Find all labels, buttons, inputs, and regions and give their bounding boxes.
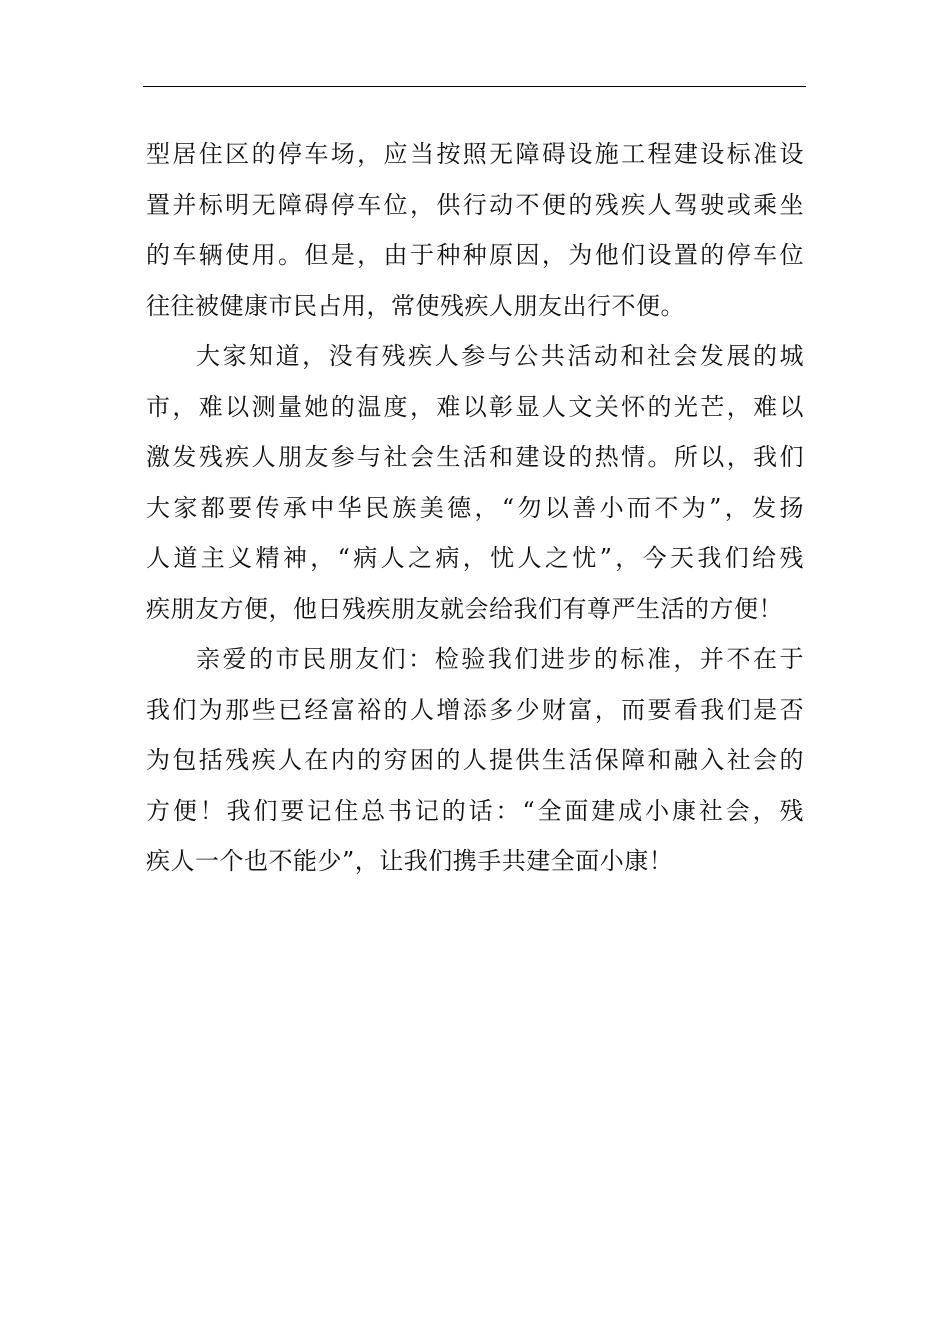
header-rule xyxy=(143,86,806,87)
text-line: 的车辆使用。但是，由于种种原因，为他们设置的停车位 xyxy=(146,241,804,269)
paragraph-2 xyxy=(146,331,804,634)
text-line: 激发残疾人朋友参与社会生活和建设的热情。所以，我们 xyxy=(146,443,804,471)
paragraph-3 xyxy=(146,634,804,887)
text-line: 方便！我们要记住总书记的话：“全面建成小康社会，残 xyxy=(146,796,804,825)
text-line: 为包括残疾人在内的穷困的人提供生活保障和融入社会的 xyxy=(146,746,804,774)
text-line: 疾人一个也不能少”，让我们携手共建全面小康！ xyxy=(146,847,674,875)
text-line: 大家知道，没有残疾人参与公共活动和社会发展的城 xyxy=(196,342,804,370)
text-line: 往往被健康市民占用，常使残疾人朋友出行不便。 xyxy=(146,291,685,320)
text-line: 置并标明无障碍停车位，供行动不便的残疾人驾驶或乘坐 xyxy=(146,190,804,219)
document-body xyxy=(146,129,804,887)
text-line: 型居住区的停车场，应当按照无障碍设施工程建设标准设 xyxy=(146,140,804,168)
text-line: 亲爱的市民朋友们：检验我们进步的标准，并不在于 xyxy=(196,645,804,673)
text-line: 疾朋友方便，他日残疾朋友就会给我们有尊严生活的方便！ xyxy=(146,594,783,623)
text-line: 大家都要传承中华民族美德，“勿以善小而不为”，发扬 xyxy=(146,493,804,522)
text-line: 人道主义精神，“病人之病，忧人之忧”，今天我们给残 xyxy=(146,544,804,572)
paragraph-1 xyxy=(146,129,804,331)
text-line: 市，难以测量她的温度，难以彰显人文关怀的光芒，难以 xyxy=(146,392,804,421)
text-line: 我们为那些已经富裕的人增添多少财富，而要看我们是否 xyxy=(146,695,804,724)
